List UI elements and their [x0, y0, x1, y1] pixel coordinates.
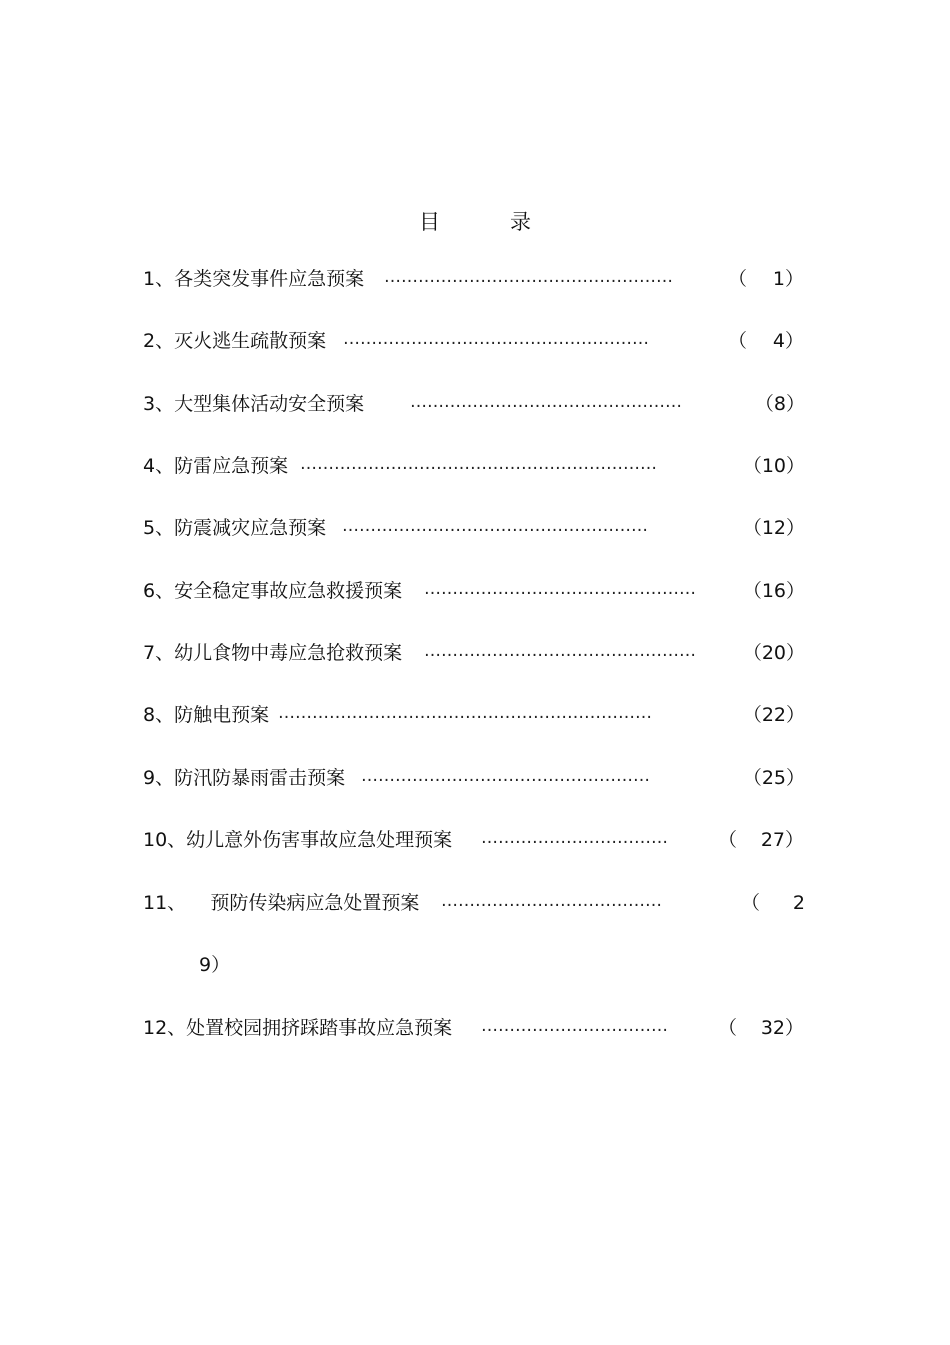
toc-entry-label: 1、各类突发事件应急预案 — [143, 268, 365, 290]
toc-leader-dots: ………………………………… — [441, 891, 662, 911]
toc-entry — [0, 390, 950, 418]
toc-page-number: 1） — [772, 268, 804, 290]
toc-entry — [0, 265, 950, 293]
toc-entry-wrapped-page: 9） — [199, 954, 231, 976]
toc-entry-label: 11、 预防传染病应急处置预案 — [143, 892, 420, 914]
toc-entry — [0, 1014, 950, 1042]
toc-entry-label: 2、灭火逃生疏散预案 — [143, 330, 327, 352]
toc-entry-label: 4、防雷应急预案 — [143, 455, 289, 477]
toc-open-paren: （ — [728, 330, 748, 352]
toc-page-number: （8） — [754, 393, 805, 415]
toc-page-number: 32） — [760, 1017, 804, 1039]
toc-entry-label: 5、防震减灾应急预案 — [143, 517, 327, 539]
toc-page-number: （10） — [742, 455, 805, 477]
toc-page-number: 2 — [792, 892, 805, 914]
toc-leader-dots: ……………………………………………… — [343, 329, 649, 349]
toc-leader-dots: …………………………… — [481, 1016, 668, 1036]
toc-open-paren: （ — [741, 892, 761, 914]
toc-title-char-1: 目 — [419, 210, 440, 234]
toc-page-number: （22） — [742, 704, 805, 726]
toc-leader-dots: ……………………………………………………… — [300, 454, 657, 474]
toc-leader-dots: ………………………………………………………… — [278, 703, 652, 723]
toc-entry — [0, 577, 950, 605]
toc-page-number: （20） — [742, 642, 805, 664]
toc-open-paren: （ — [718, 829, 738, 851]
toc-title-char-2: 录 — [510, 210, 531, 234]
toc-leader-dots: ………………………………………… — [424, 641, 696, 661]
toc-page-number: 27） — [760, 829, 804, 851]
toc-entry-label: 8、防触电预案 — [143, 704, 270, 726]
toc-entry-label: 9、防汛防暴雨雷击预案 — [143, 767, 346, 789]
toc-page-number: （12） — [742, 517, 805, 539]
toc-entry-label: 12、处置校园拥挤踩踏事故应急预案 — [143, 1017, 453, 1039]
toc-entry — [0, 889, 950, 917]
toc-entry-label: 3、大型集体活动安全预案 — [143, 393, 365, 415]
toc-open-paren: （ — [728, 268, 748, 290]
toc-page-number: 4） — [772, 330, 804, 352]
toc-page-number: （25） — [742, 767, 805, 789]
toc-entry — [0, 826, 950, 854]
toc-page-number: （16） — [742, 580, 805, 602]
toc-entry — [0, 514, 950, 542]
toc-entry — [0, 764, 950, 792]
toc-entry-label: 7、幼儿食物中毒应急抢救预案 — [143, 642, 403, 664]
toc-entry — [0, 639, 950, 667]
toc-entry — [0, 452, 950, 480]
toc-leader-dots: ……………………………………………… — [342, 516, 648, 536]
toc-entry — [0, 701, 950, 729]
toc-leader-dots: ………………………………………… — [410, 392, 682, 412]
toc-open-paren: （ — [718, 1017, 738, 1039]
toc-entry-label: 10、幼儿意外伤害事故应急处理预案 — [143, 829, 453, 851]
toc-leader-dots: …………………………………………… — [384, 267, 673, 287]
toc-leader-dots: ………………………………………… — [424, 579, 696, 599]
toc-entry — [0, 327, 950, 355]
toc-leader-dots: …………………………………………… — [361, 766, 650, 786]
toc-entry-label: 6、安全稳定事故应急救援预案 — [143, 580, 403, 602]
toc-leader-dots: …………………………… — [481, 828, 668, 848]
